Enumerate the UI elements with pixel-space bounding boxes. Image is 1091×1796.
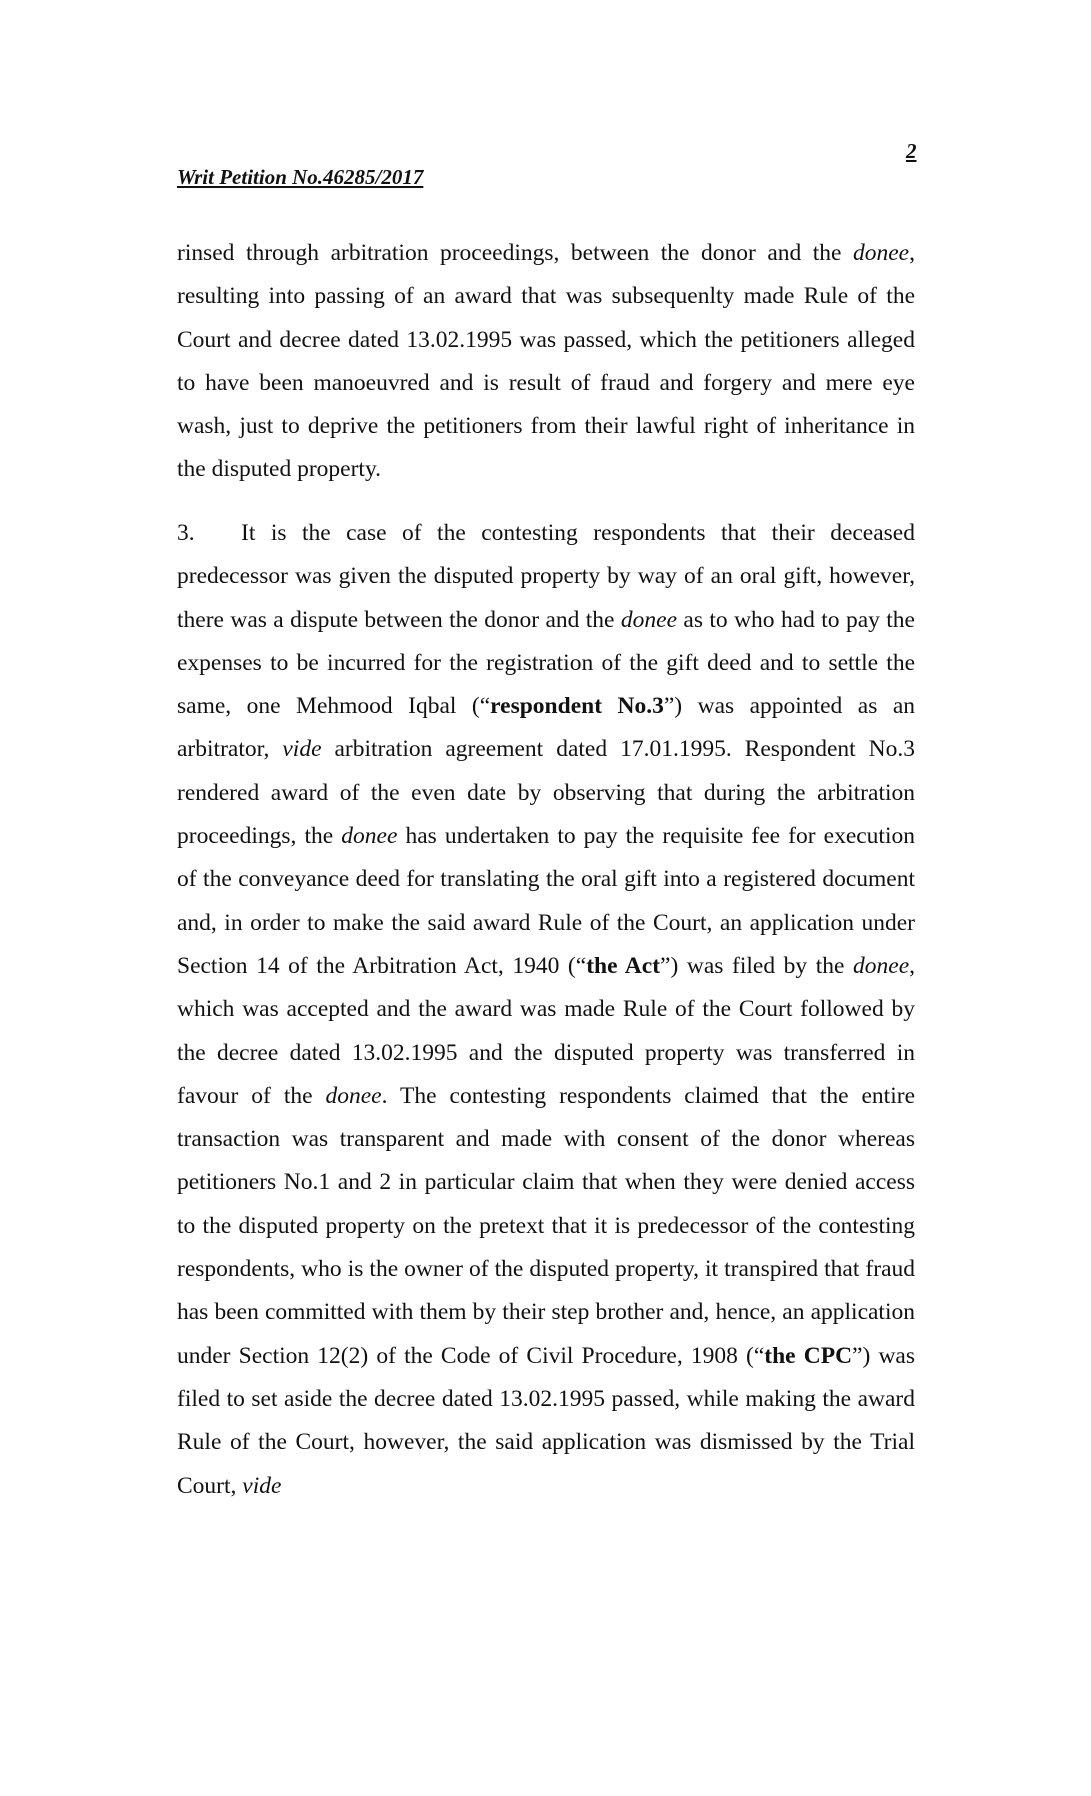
text-run: , which was accepted and the award was made Rule of the Court followed by the decree dated 13.02.1995 and the disputed property was transferred in favour of the	[177, 952, 916, 1109]
paragraph-3	[177, 512, 915, 1508]
defined-term-the-cpc: the CPC	[764, 1342, 853, 1369]
text-run: rinsed through arbitration proceedings, between the donor and the	[177, 240, 853, 266]
emphasis-donee: donee	[620, 606, 678, 633]
text-run: as to who had to pay the expenses to be incurred for the registration of the gift deed and to settle the same, one Mehmood Iqbal (“	[177, 606, 915, 720]
case-title: Writ Petition No.46285/2017	[177, 165, 424, 189]
emphasis-donee: donee	[853, 240, 910, 266]
defined-term-the-act: the Act	[586, 952, 661, 979]
text-run: . The contesting respondents claimed that the entire transaction was transparent and made with consent of the donor whereas petitioners No.1 and 2 in particular claim that when they were denied access to the disputed property on the pretext that it is predecessor of the contesting respondents, who is the owner of the disputed property, it transpired that fraud has been committed with them by their step brother and, hence, an application under Section 12(2) of the Code of Civil Procedure, 1908 (“	[177, 1082, 915, 1369]
emphasis-donee: donee	[341, 823, 398, 850]
text-run: ”) was filed by the	[660, 952, 854, 979]
text-run: ”) was appointed as an arbitrator,	[177, 693, 915, 763]
paragraph-continuation	[177, 232, 915, 492]
text-run: arbitration agreement dated 17.01.1995. Respondent No.3 rendered award of the even date by observing that during the arbitration proceedings, the	[177, 736, 916, 850]
emphasis-vide: vide	[282, 736, 322, 763]
emphasis-donee: donee	[853, 952, 910, 979]
emphasis-donee: donee	[325, 1082, 382, 1109]
paragraph-number: 3.	[177, 520, 195, 546]
emphasis-vide: vide	[242, 1472, 282, 1499]
text-run: It is the case of the contesting respondents that their deceased predecessor was given the disputed property by way of an oral gift, however, there was a dispute between the donor and the	[177, 520, 915, 633]
text-run: has undertaken to pay the requisite fee for execution of the conveyance deed for translating the oral gift into a registered document and, in order to make the said award Rule of the Court, an application under Section 14 of the Arbitration Act, 1940 (“	[177, 823, 915, 979]
page-number: 2	[906, 139, 917, 163]
defined-term-respondent-no3: respondent No.3	[490, 693, 664, 720]
text-run: ”) was filed to set aside the decree dated 13.02.1995 passed, while making the award Rule of the Court, however, the said application was dismissed by the Trial Court,	[177, 1342, 915, 1499]
text-run: , resulting into passing of an award that was subsequenlty made Rule of the Court and decree dated 13.02.1995 was passed, which the petitioners alleged to have been manoeuvred and is result of fraud and forgery and mere eye wash, just to deprive the petitioners from their lawful right of inheritance in the disputed property.	[177, 240, 915, 483]
